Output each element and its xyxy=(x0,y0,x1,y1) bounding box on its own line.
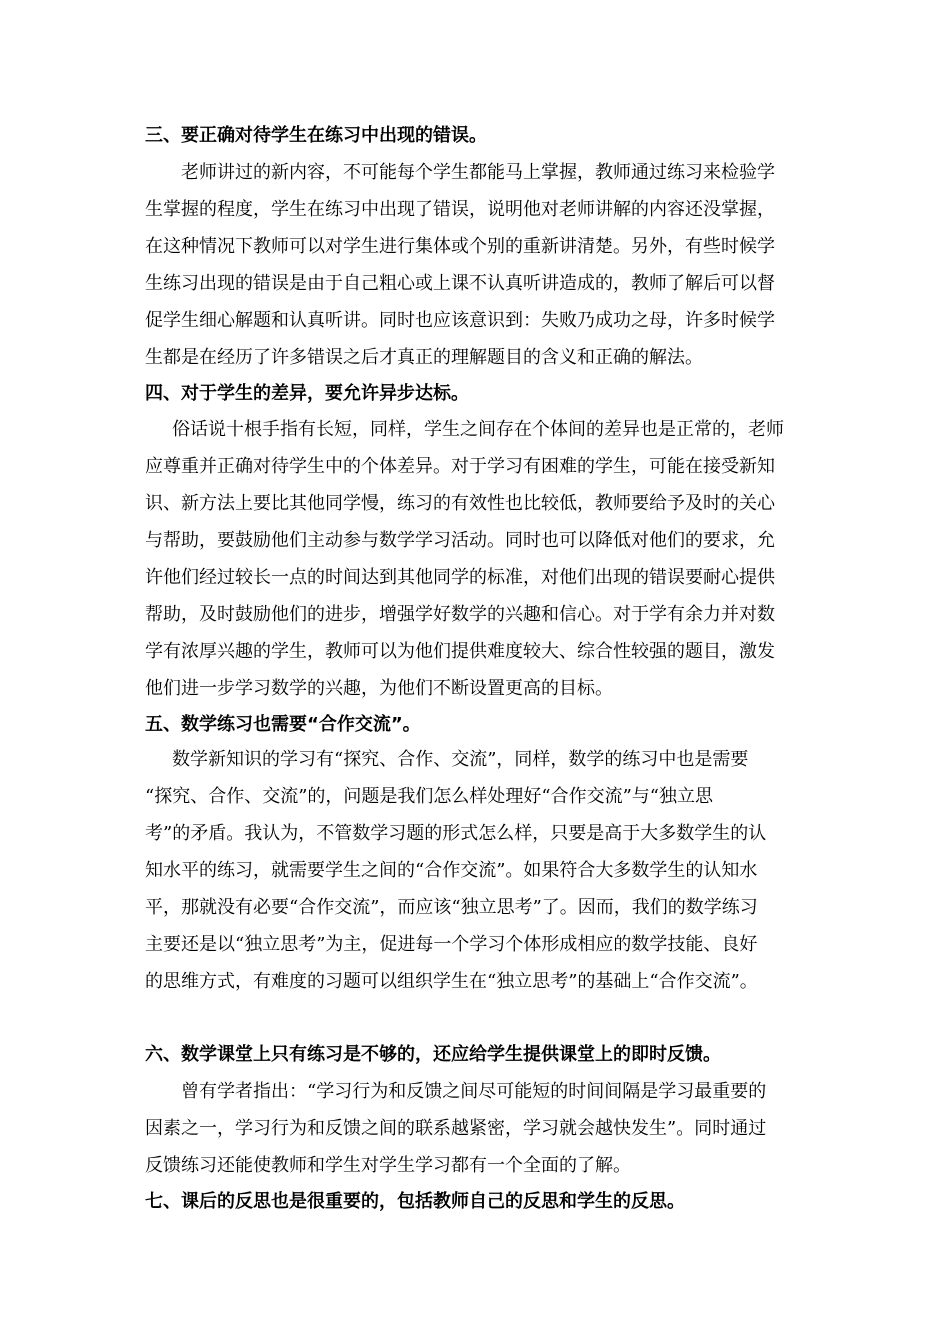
paragraph-line: 生掌握的程度，学生在练习中出现了错误，说明他对老师讲解的内容还没掌握， xyxy=(145,199,775,220)
paragraph-line: 他们进一步学习数学的兴趣，为他们不断设置更高的目标。 xyxy=(145,678,613,699)
paragraph-line: 在这种情况下教师可以对学生进行集体或个别的重新讲清楚。另外，有些时候学 xyxy=(145,236,775,257)
section-heading: 七、课后的反思也是很重要的，包括教师自己的反思和学生的反思。 xyxy=(145,1191,685,1212)
section-heading: 三、要正确对待学生在练习中出现的错误。 xyxy=(145,125,487,146)
paragraph-line: 主要还是以“独立思考”为主，促进每一个学习个体形成相应的数学技能、良好 xyxy=(145,934,758,955)
section-heading: 五、数学练习也需要“合作交流”。 xyxy=(145,714,421,735)
section-heading: 四、对于学生的差异，要允许异步达标。 xyxy=(145,383,469,404)
paragraph-line: 的思维方式，有难度的习题可以组织学生在“独立思考”的基础上“合作交流”。 xyxy=(145,971,758,992)
paragraph-line: 帮助，及时鼓励他们的进步，增强学好数学的兴趣和信心。对于学有余力并对数 xyxy=(145,604,775,625)
paragraph-line: 促学生细心解题和认真听讲。同时也应该意识到：失败乃成功之母，许多时候学 xyxy=(145,310,775,331)
paragraph-line: 许他们经过较长一点的时间达到其他同学的标准，对他们出现的错误要耐心提供 xyxy=(145,567,775,588)
paragraph-line: 考”的矛盾。我认为，不管数学习题的形式怎么样，只要是高于大多数学生的认 xyxy=(145,823,767,844)
paragraph-line: 与帮助，要鼓励他们主动参与数学学习活动。同时也可以降低对他们的要求，允 xyxy=(145,530,775,551)
paragraph-line: 曾有学者指出：“学习行为和反馈之间尽可能短的时间间隔是学习最重要的 xyxy=(181,1081,767,1102)
paragraph-line: 学有浓厚兴趣的学生，教师可以为他们提供难度较大、综合性较强的题目，激发 xyxy=(145,641,775,662)
paragraph-line: 知水平的练习，就需要学生之间的“合作交流”。如果符合大多数学生的认知水 xyxy=(145,860,758,881)
paragraph-line: 识、新方法上要比其他同学慢，练习的有效性也比较低，教师要给予及时的关心 xyxy=(145,493,775,514)
paragraph-line: 数学新知识的学习有“探究、合作、交流”，同样，数学的练习中也是需要 xyxy=(172,749,749,770)
paragraph-line: 应尊重并正确对待学生中的个体差异。对于学习有困难的学生，可能在接受新知 xyxy=(145,456,775,477)
paragraph-line: “探究、合作、交流”的，问题是我们怎么样处理好“合作交流”与“独立思 xyxy=(145,786,714,807)
paragraph-line: 平，那就没有必要“合作交流”，而应该“独立思考”了。因而，我们的数学练习 xyxy=(145,897,758,918)
paragraph-line: 因素之一，学习行为和反馈之间的联系越紧密，学习就会越快发生”。同时通过 xyxy=(145,1118,767,1139)
paragraph-line: 老师讲过的新内容，不可能每个学生都能马上掌握，教师通过练习来检验学 xyxy=(181,162,775,183)
paragraph-line: 生都是在经历了许多错误之后才真正的理解题目的含义和正确的解法。 xyxy=(145,347,703,368)
paragraph-line: 生练习出现的错误是由于自己粗心或上课不认真听讲造成的，教师了解后可以督 xyxy=(145,273,775,294)
paragraph-line: 反馈练习还能使教师和学生对学生学习都有一个全面的了解。 xyxy=(145,1155,631,1176)
section-heading: 六、数学课堂上只有练习是不够的，还应给学生提供课堂上的即时反馈。 xyxy=(145,1044,721,1065)
paragraph-line: 俗话说十根手指有长短，同样，学生之间存在个体间的差异也是正常的，老师 xyxy=(172,419,784,440)
